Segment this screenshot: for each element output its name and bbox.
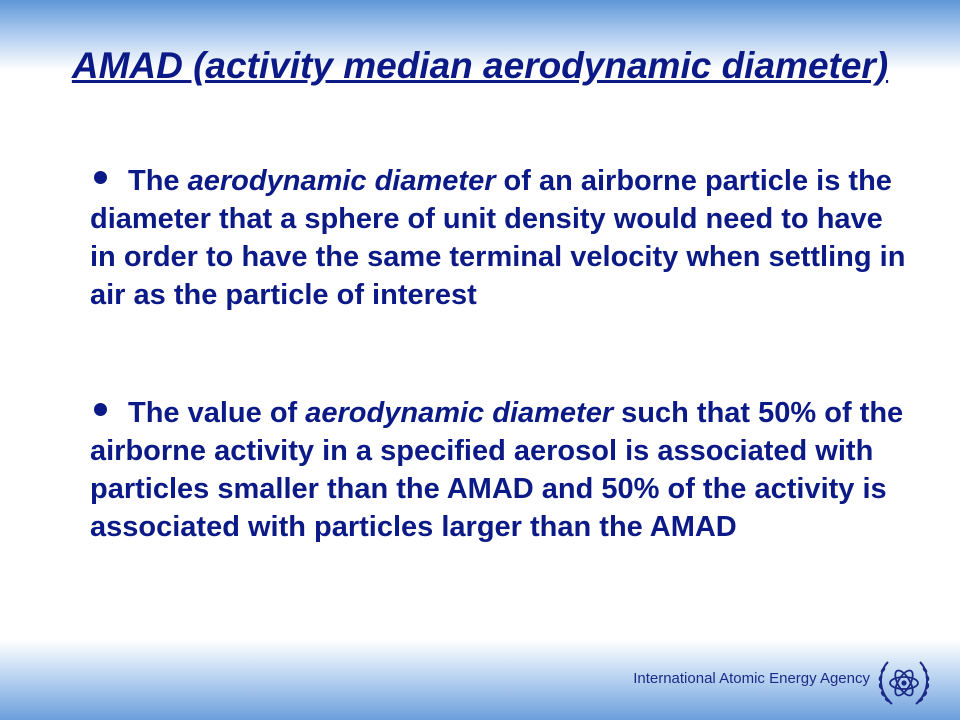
slide-title: AMAD (activity median aerodynamic diameter) <box>71 45 889 86</box>
bullet-text-pre: The value of <box>128 397 306 429</box>
bullet-text-emphasis: aerodynamic diameter <box>305 397 614 429</box>
bullet-text-post: of an airborne particle is the diameter that a sphere of unit density would need to have in order to have the same terminal velocity when settling in air as the particle of interest <box>90 165 906 311</box>
bullet-text-pre: The <box>128 165 188 197</box>
bullet-item <box>90 394 915 546</box>
organization-name: International Atomic Energy Agency <box>633 670 870 687</box>
bullet-dot-icon <box>94 403 107 416</box>
bullet-item <box>90 162 915 314</box>
bullet-dot-icon <box>94 171 107 184</box>
bullet-text-post: such that 50% of the airborne activity in a specified aerosol is associated with particles smaller than the AMAD and 50% of the activity is associated with particles larger than the AMAD <box>90 397 904 543</box>
bullet-text-emphasis: aerodynamic diameter <box>187 165 496 197</box>
iaea-atom-logo-icon <box>874 656 934 708</box>
